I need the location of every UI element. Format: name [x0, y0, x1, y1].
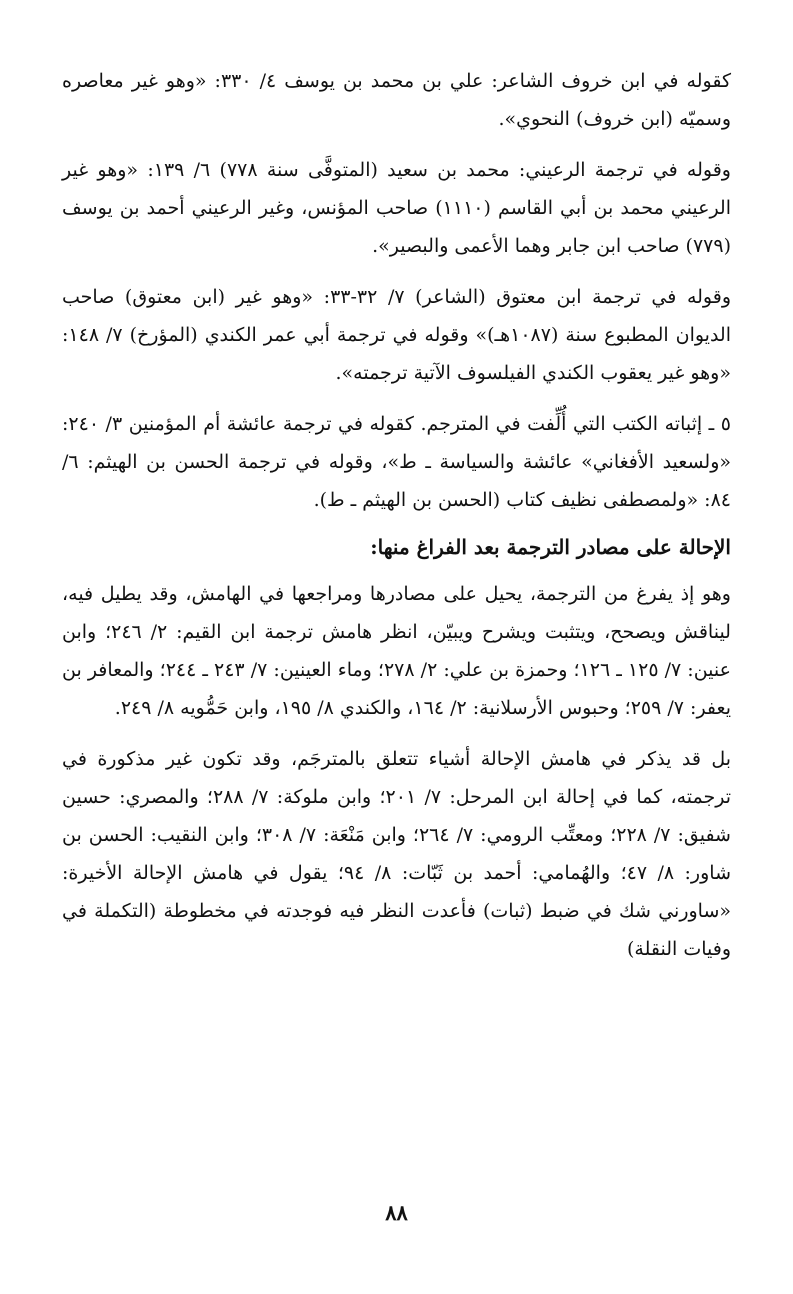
page-number: ٨٨: [385, 1200, 408, 1225]
document-page: [62, 62, 731, 1294]
section-heading: الإحالة على مصادر الترجمة بعد الفراغ منها:: [370, 535, 731, 559]
paragraph-referral-notes: بل قد يذكر في هامش الإحالة أشياء تتعلق بالمترجَم، وقد تكون غير مذكورة في ترجمته، كما في إحالة ابن المرحل: ٧/ ٢٠١؛ وابن ملوكة: ٧/ ٢٨٨؛ والمصري: حسين شفيق: ٧/ ٢٢٨؛ ومعتِّب الرومي: ٧/ ٢٦٤؛ وابن مَنْعَة: ٧/ ٣٠٨؛ وابن النقيب: الحسن بن شاور: ٨/ ٤٧؛ والهُمامي: أحمد بن ثَبّات: ٨/ ٩٤؛ يقول في هامش الإحالة الأخيرة: «ساورني شك في ضبط (ثبات) فأعدت النظر فيه فوجدته في مخطوطة (التكملة في وفيات النقلة): [62, 748, 731, 960]
paragraph-ibn-matuq: وقوله في ترجمة ابن معتوق (الشاعر) ٧/ ٣٢-٣٣: «وهو غير (ابن معتوق) صاحب الديوان المطبوع سنة (١٠٨٧هـ)» وقوله في ترجمة أبي عمر الكندي (المؤرخ) ٧/ ١٤٨: «وهو غير يعقوب الكندي الفيلسوف الآتية ترجمته».: [62, 286, 731, 384]
paragraph-books-about-subject: ٥ ـ إثباته الكتب التي أُلِّفت في المترجم. كقوله في ترجمة عائشة أم المؤمنين ٣/ ٢٤٠: «ولسعيد الأفغاني» عائشة والسياسة ـ ط»، وقوله في ترجمة الحسن بن الهيثم: ٦/ ٨٤: «ولمصطفى نظيف كتاب (الحسن بن الهيثم ـ ط).: [62, 413, 731, 511]
paragraph-ruayni: وقوله في ترجمة الرعيني: محمد بن سعيد (المتوفَّى سنة ٧٧٨) ٦/ ١٣٩: «وهو غير الرعيني محمد بن أبي القاسم (١١١٠) صاحب المؤنس، وغير الرعيني أحمد بن يوسف (٧٧٩) صاحب ابن جابر وهما الأعمى والبصير».: [62, 159, 732, 257]
paragraph-ibn-kharuf: كقوله في ابن خروف الشاعر: علي بن محمد بن يوسف ٤/ ٣٣٠: «وهو غير معاصره وسميّه (ابن خروف) النحوي».: [62, 70, 731, 130]
paragraph-referral-margin: وهو إذ يفرغ من الترجمة، يحيل على مصادرها ومراجعها في الهامش، وقد يطيل فيه، ليناقش ويصحح، ويتثبت ويشرح ويبيّن، انظر هامش ترجمة ابن القيم: ٢/ ٢٤٦؛ وابن عنين: ٧/ ١٢٥ ـ ١٢٦؛ وحمزة بن علي: ٢/ ٢٧٨؛ وماء العينين: ٧/ ٢٤٣ ـ ٢٤٤؛ والمعافر بن يعفر: ٧/ ٢٥٩؛ وحبوس الأرسلانية: ٢/ ١٦٤، والكندي ٨/ ١٩٥، وابن حَمُّويه ٨/ ٢٤٩.: [62, 583, 731, 719]
